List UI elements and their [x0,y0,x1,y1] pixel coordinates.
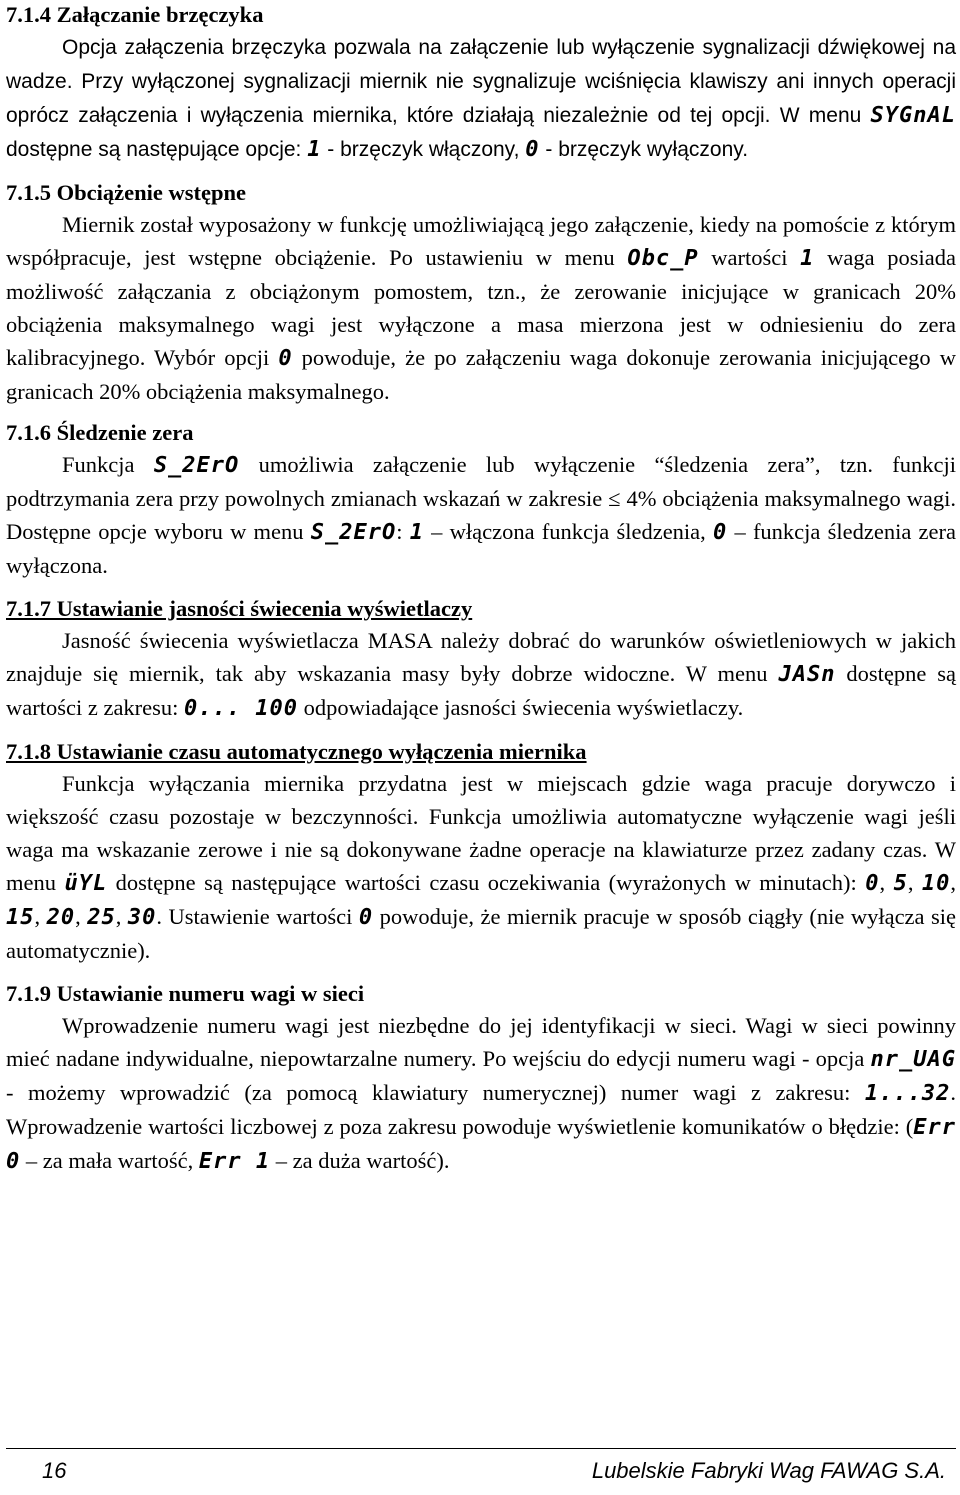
section-7-1-5 [6,178,956,408]
paragraph-7-1-6: Funkcja S_2ErO umożliwia załączenie lub wyłączenie “śledzenia zera”, tzn. funkcji podtrzymania zera przy powolnych zmianach wskazań w zakresie ≤ 4% obciążenia maksymalnego wagi. Dostępne opcje wyboru w menu S_2ErO: 1 – włączona funkcja śledzenia, 0 – funkcja śledzenia zera wyłączona. [6,452,957,578]
lcd-value: 5 [893,871,908,896]
lcd-code-signal: SYGnAL [870,103,956,128]
lcd-code-wyl: üYL [64,871,108,896]
heading-7-1-4: 7.1.4 Załączanie brzęczyka [6,2,264,27]
lcd-value: 30 [127,905,157,930]
lcd-code-range: 1...32 [864,1081,951,1106]
paragraph-7-1-5: Miernik został wyposażony w funkcję umożliwiającą jego załączenie, kiedy na pomoście z którym współpracuje, jest wstępne obciążenie. Po ustawieniu w menu Obc_P wartości 1 waga posiada możliwość załączania z obciążonym pomostem, tzn., że zerowanie inicjujące w granicach 20% obciążenia maksymalnego wagi jest wyłączone a masa mierzona jest w odniesieniu do zera kalibracyjnego. Wybór opcji 0 powoduje, że po załączeniu waga dokonuje zerowania inicjującego w granicach 20% obciążenia maksymalnego. [6,212,956,404]
footer-divider [6,1448,956,1449]
lcd-code-jasn: JASn [778,662,836,687]
heading-7-1-9: 7.1.9 Ustawianie numeru wagi w sieci [6,981,365,1006]
heading-7-1-6: 7.1.6 Śledzenie zera [6,420,194,445]
heading-7-1-5: 7.1.5 Obciążenie wstępne [6,180,246,205]
lcd-code-1: 1 [307,137,322,162]
lcd-code-0: 0 [525,137,540,162]
paragraph-7-1-8: Funkcja wyłączania miernika przydatna jest w miejscach gdzie waga pracuje dorywczo i większość czasu pozostaje w bezczynności. Funkcja umożliwia automatyczne wyłączenie wagi jeśli waga ma wskazanie zerowe i nie są dokonywane żadne operacje na klawiaturze przez zadany czas. W menu üYL dostępne są następujące wartości czasu oczekiwania (wyrażonych w minutach): 0, 5, 10, 15, 20, 25, 30. Ustawienie wartości 0 powoduje, że miernik pracuje w sposób ciągły (nie wyłącza się automatycznie). [6,771,957,963]
document-content [6,0,956,1178]
section-7-1-7 [6,594,956,725]
lcd-code-1: 1 [409,520,424,545]
section-7-1-9 [6,979,956,1178]
lcd-code-0: 0 [713,520,728,545]
section-7-1-6 [6,418,956,582]
lcd-code-err1: Err 1 [198,1149,271,1174]
footer-company: Lubelskie Fabryki Wag FAWAG S.A. [591,1458,946,1483]
lcd-code-1: 1 [800,246,815,271]
lcd-code-0: 0 [358,905,374,930]
paragraph-7-1-7: Jasność świecenia wyświetlacza MASA należy dobrać do warunków oświetleniowych w jakich znajduje się miernik, tak aby wskazania masy były dobrze widoczne. W menu JASn dostępne są wartości z zakresu: 0... 100 odpowiadające jasności świecenia wyświetlaczy. [6,628,956,721]
lcd-code-szero: S_2ErO [153,453,240,478]
page-footer [6,1458,956,1488]
heading-7-1-8: 7.1.8 Ustawianie czasu automatycznego wyłączenia miernika [6,739,587,764]
lcd-code-szero-2: S_2ErO [310,520,397,545]
paragraph-7-1-9: Wprowadzenie numeru wagi jest niezbędne do jej identyfikacji w sieci. Wagi w sieci powinny mieć nadane indywidualne, niepowtarzalne numery. Po wejściu do edycji numeru wagi - opcja nr_UAG - możemy wprowadzić (za pomocą klawiatury numerycznej) numer wagi z zakresu: 1...32. Wprowadzenie wartości liczbowej z poza zakresu powoduje wyświetlenie komunikatów o błędzie: (Err 0 – za mała wartość, Err 1 – za duża wartość). [6,1013,956,1174]
less-equal-symbol: ≤ [608,486,621,511]
page-number: 16 [42,1458,67,1483]
lcd-code-0: 0 [278,346,293,371]
lcd-value: 25 [87,905,116,930]
lcd-code-nr: nr_UAG [870,1047,956,1072]
section-7-1-4 [6,0,956,166]
paragraph-7-1-4: Opcja załączenia brzęczyka pozwala na załączenie lub wyłączenie sygnalizacji dźwiękowej na wadze. Przy wyłączonej sygnalizacji miernik nie sygnalizuje wciśnięcia klawiszy ani innych operacji oprócz załączenia i wyłączenia miernika, które działają niezależnie od tej opcji. W menu SYGnAL dostępne są następujące opcje: 1 - brzęczyk włączony, 0 - brzęczyk wyłączony. [6,36,956,162]
lcd-value: 0 [865,871,880,896]
lcd-code-obc: Obc_P [627,246,699,271]
section-7-1-8 [6,737,956,967]
lcd-value: 10 [921,871,951,896]
lcd-code-err0: Err 0 [6,1115,956,1174]
heading-7-1-7: 7.1.7 Ustawianie jasności świecenia wyświetlaczy [6,596,473,621]
lcd-code-range: 0... 100 [184,696,299,721]
lcd-value: 20 [46,905,76,930]
lcd-value: 15 [6,905,35,930]
